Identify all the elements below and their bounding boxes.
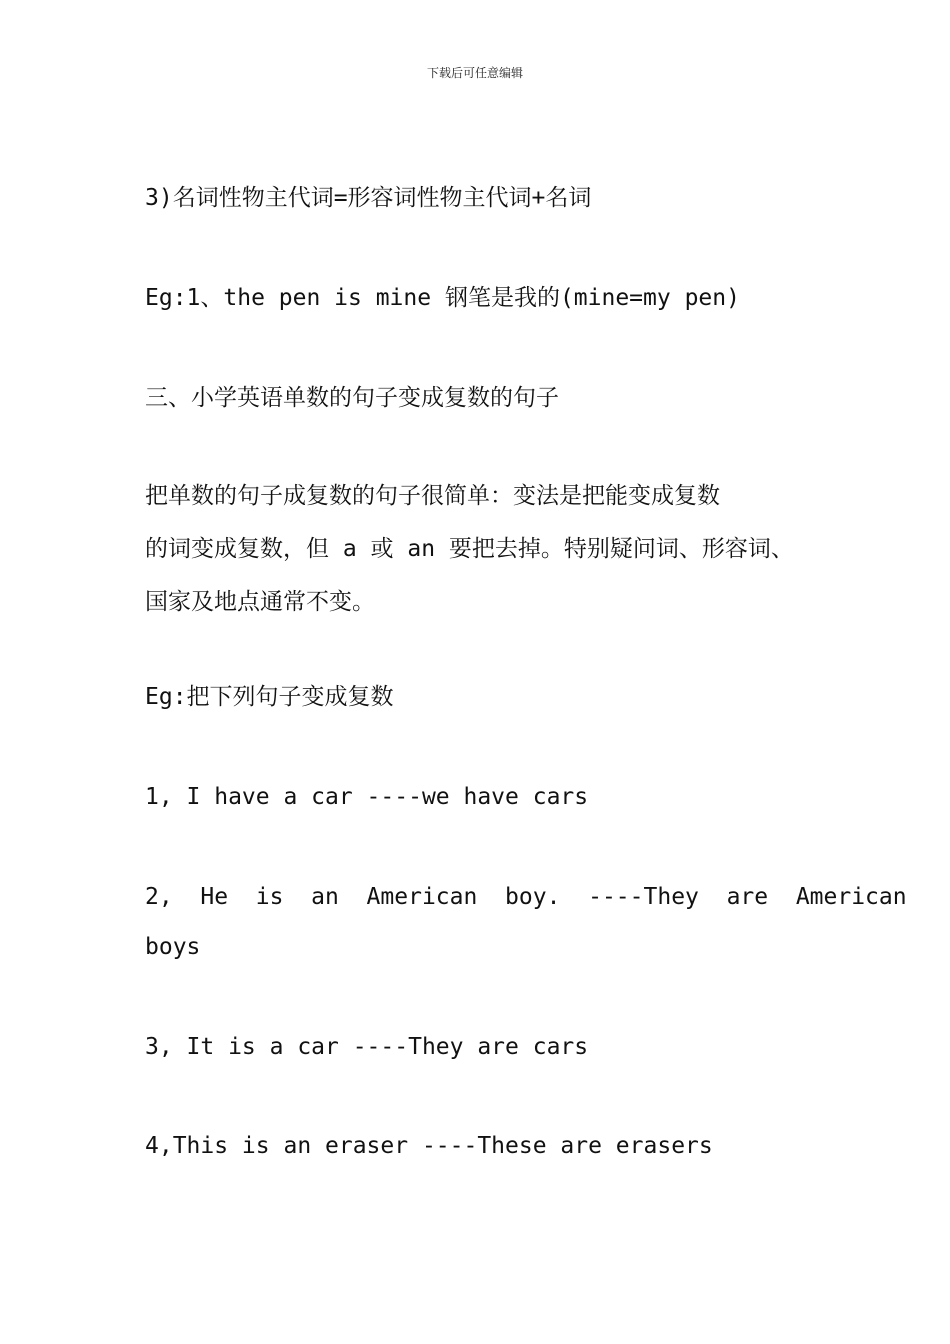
page-header: 下载后可任意编辑 [426,66,523,80]
text-line-example-1: Eg:1、the pen is mine 钢笔是我的(mine=my pen) [145,285,740,311]
example-sentence-1: 1, I have a car ----we have cars [145,784,589,810]
example-sentence-3: 3, It is a car ----They are cars [145,1034,589,1060]
example-sentence-4: 4,This is an eraser ----These are erasers [145,1133,713,1159]
example-sentence-2-continued: boys [145,934,201,960]
paragraph-line: 的词变成复数，但 a 或 an 要把去掉。特别疑问词、形容词、 [145,536,794,562]
exercise-heading: Eg:把下列句子变成复数 [145,684,394,710]
paragraph-line: 国家及地点通常不变。 [145,589,375,615]
explanation-paragraph [145,470,835,629]
text-line-possessive-rule: 3)名词性物主代词=形容词性物主代词+名词 [145,185,592,211]
paragraph-line: 把单数的句子成复数的句子很简单：变法是把能变成复数 [145,483,720,509]
example-sentence-2: 2, He is an American boy. ----They are American [145,884,907,910]
section-heading: 三、小学英语单数的句子变成复数的句子 [145,385,559,411]
